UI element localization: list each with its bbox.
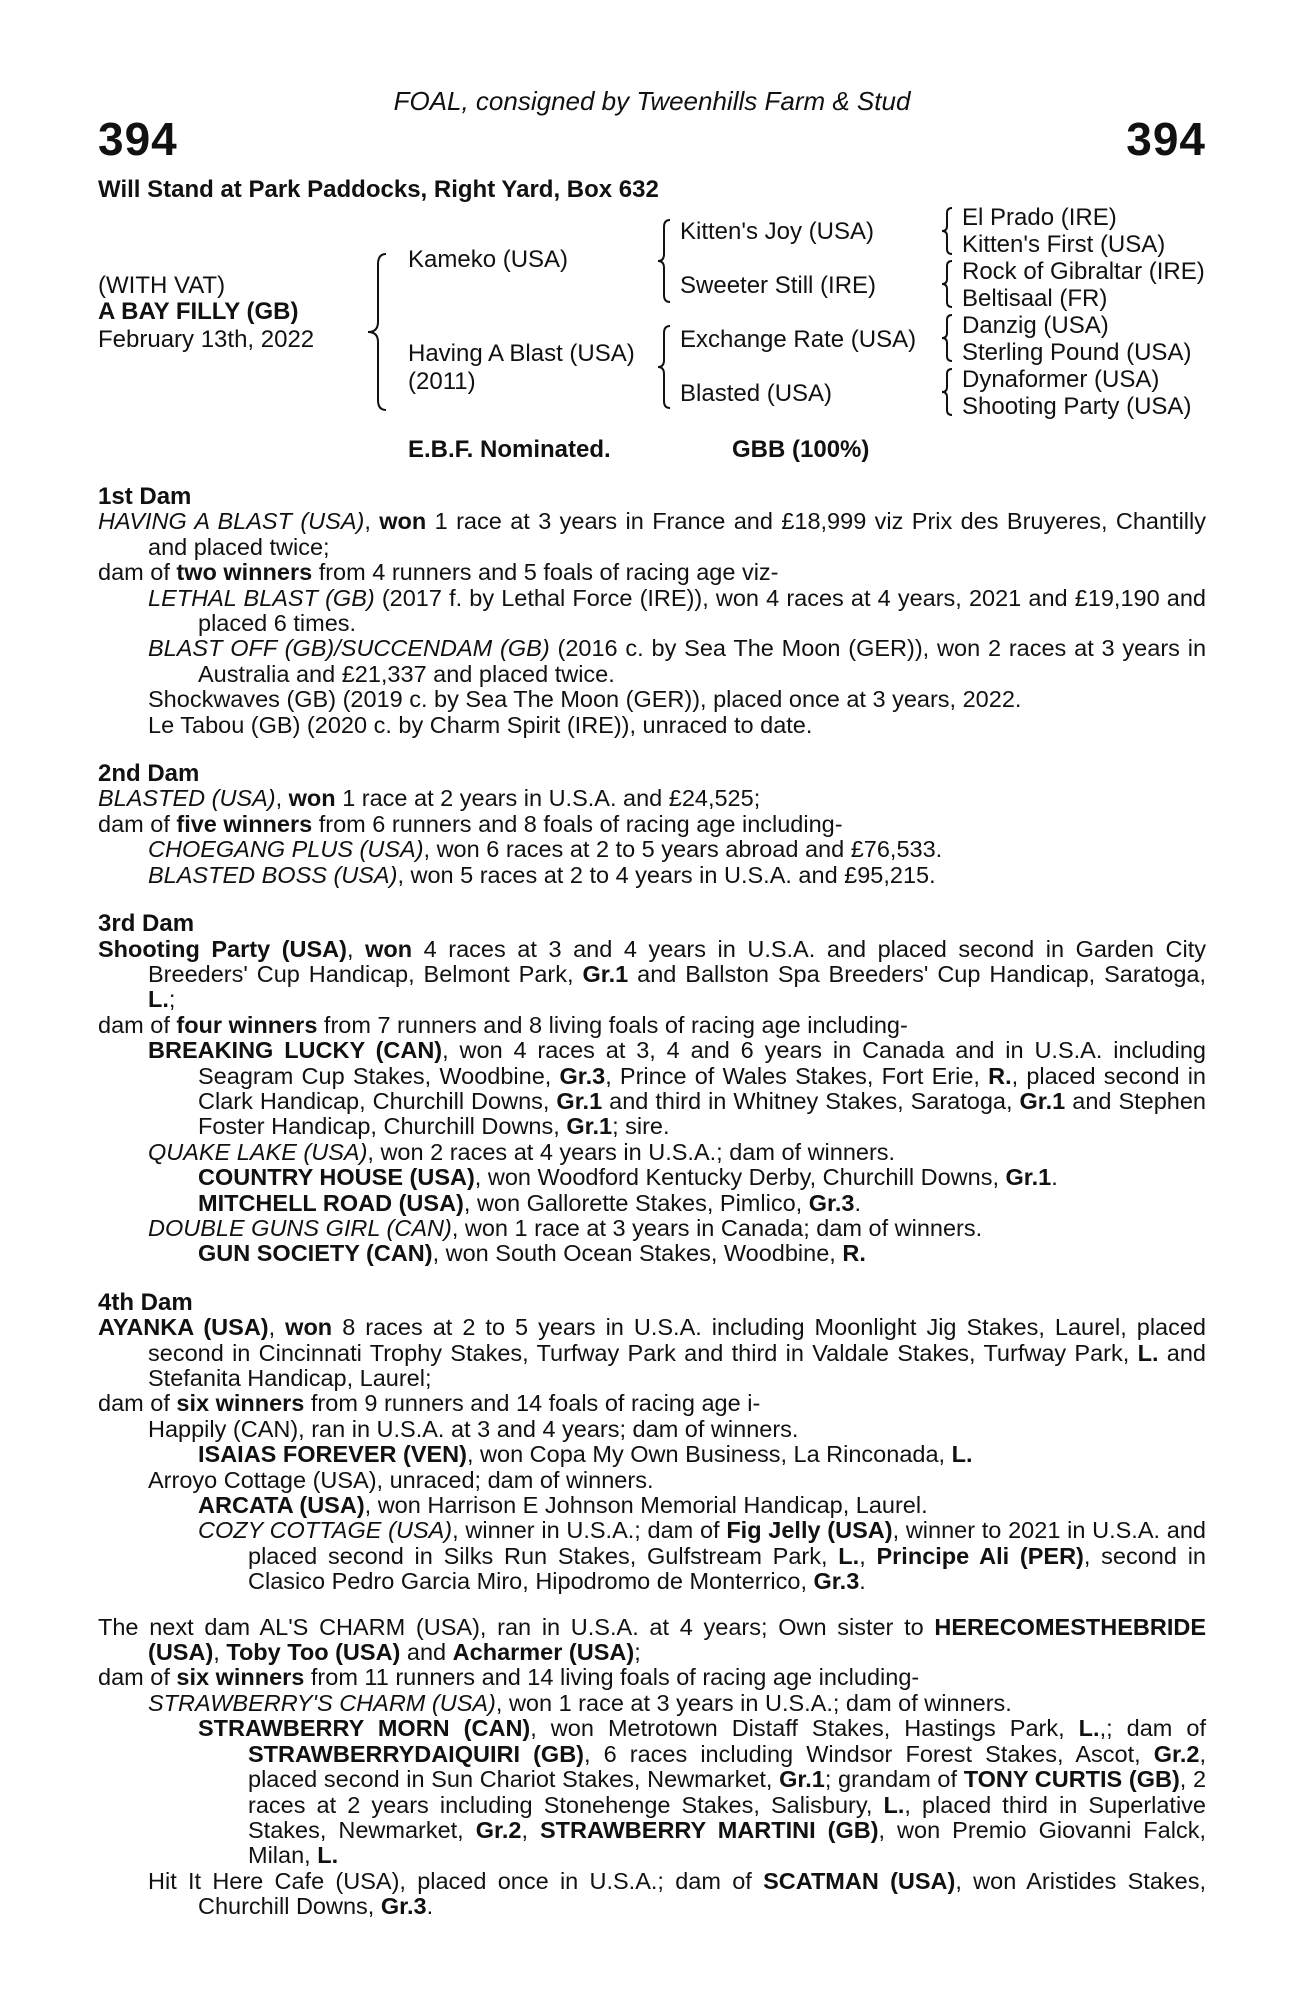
grandfoal-isaias-forever: ISAIAS FOREVER (VEN), won Copa My Own Business, La Rinconada, L. bbox=[198, 1441, 973, 1468]
dam1-foal-2: BLAST OFF (GB)/SUCCENDAM (GB) (2016 c. by Sea The Moon (GER)), won 2 races at 3 years in Australia and £21,337 and placed twice. bbox=[148, 635, 1207, 687]
sire-dam: Sweeter Still (IRE) bbox=[680, 272, 877, 299]
foaling-date: February 13th, 2022 bbox=[98, 326, 315, 353]
grandfoal-mitchell-road: MITCHELL ROAD (USA), won Gallorette Stakes, Pimlico, Gr.3. bbox=[198, 1189, 861, 1216]
horse-name: A BAY FILLY (GB) bbox=[98, 298, 299, 325]
gen3-brace-3 bbox=[940, 313, 954, 363]
lot-number-right: 394 bbox=[1126, 113, 1206, 165]
sire-brace bbox=[656, 218, 672, 304]
dam3-produce-summary: dam of four winners from 7 runners and 8 living foals of racing age including- bbox=[98, 1011, 908, 1038]
dds: Dynaformer (USA) bbox=[962, 366, 1160, 393]
dam1-record: HAVING A BLAST (USA), won 1 race at 3 years in France and £18,999 viz Prix des Bruyeres, Chantilly and placed twice; bbox=[98, 508, 1206, 560]
dam3-heading: 3rd Dam bbox=[98, 910, 195, 938]
dam: Having A Blast (USA) bbox=[408, 340, 635, 367]
next-foal-strawberrys-charm: STRAWBERRY'S CHARM (USA), won 1 race at 3 years in U.S.A.; dam of winners. bbox=[148, 1689, 1012, 1716]
next-dam-record: The next dam AL'S CHARM (USA), ran in U.S.A. at 4 years; Own sister to HERECOMESTHEBRIDE (USA), Toby Too (USA) and Acharmer (USA); bbox=[98, 1613, 1206, 1666]
next-dam-produce-summary: dam of six winners from 11 runners and 14 living foals of racing age including- bbox=[98, 1664, 920, 1691]
dam-dam: Blasted (USA) bbox=[680, 380, 833, 407]
stable-location: Will Stand at Park Paddocks, Right Yard, Box 632 bbox=[98, 176, 659, 203]
grandfoal-arcata: ARCATA (USA), won Harrison E Johnson Memorial Handicap, Laurel. bbox=[198, 1492, 928, 1519]
dam1-produce-summary: dam of two winners from 4 runners and 5 foals of racing age viz- bbox=[98, 559, 779, 586]
dam1-foal-1: LETHAL BLAST (GB) (2017 f. by Lethal Force (IRE)), won 4 races at 4 years, 2021 and £19,190 and placed 6 times. bbox=[148, 584, 1206, 637]
dam2-record: BLASTED (USA), won 1 race at 2 years in U.S.A. and £24,525; bbox=[98, 785, 761, 812]
dam4-foal-happily: Happily (CAN), ran in U.S.A. at 3 and 4 years; dam of winners. bbox=[148, 1415, 799, 1442]
gen3-brace-4 bbox=[940, 367, 954, 417]
dam2-heading: 2nd Dam bbox=[98, 760, 200, 788]
grandfoal-cozy-cottage: COZY COTTAGE (USA), winner in U.S.A.; dam of Fig Jelly (USA), winner to 2021 in U.S.A. and placed second in Silks Run Stakes, Gulfstream Park, L., Principe Ali (PER), second in Clasico Pedro Garcia Miro, Hipodromo de Monterrico, Gr.3. bbox=[198, 1517, 1206, 1595]
dam3-record: Shooting Party (USA), won 4 races at 3 and 4 years in U.S.A. and placed second in Garden City Breeders' Cup Handicap, Belmont Park, Gr.1 and Ballston Spa Breeders' Cup Handicap, Saratoga, L.; bbox=[98, 935, 1207, 1013]
gen3-brace-1 bbox=[940, 206, 954, 256]
sss: El Prado (IRE) bbox=[962, 204, 1117, 231]
gen3-brace-2 bbox=[940, 259, 954, 309]
sdd: Beltisaal (FR) bbox=[962, 285, 1108, 312]
dam1-heading: 1st Dam bbox=[98, 483, 192, 510]
grandfoal-strawberry-morn: STRAWBERRY MORN (CAN), won Metrotown Distaff Stakes, Hastings Park, L.,; dam of STRAWBERRYDAIQUIRI (GB), 6 races including Windsor Forest Stakes, Ascot, Gr.2, placed second in Sun Chariot Stakes, Newmarket, Gr.1; grandam of TONY CURTIS (GB), 2 races at 2 years including Stonehenge Stakes, Salisbury, L., placed third in Superlative Stakes, Newmarket, Gr.2, STRAWBERRY MARTINI (GB), won Premio Giovanni Falck, Milan, L. bbox=[198, 1715, 1207, 1869]
consignment-line: FOAL, consigned by Tweenhills Farm & Stud bbox=[393, 86, 911, 116]
pedigree-brace bbox=[366, 252, 388, 412]
dam1-foal-3: Shockwaves (GB) (2019 c. by Sea The Moon (GER)), placed once at 3 years, 2022. bbox=[148, 686, 1022, 713]
dam3-foal-quake-lake: QUAKE LAKE (USA), won 2 races at 4 years in U.S.A.; dam of winners. bbox=[148, 1138, 896, 1165]
dam4-produce-summary: dam of six winners from 9 runners and 14 foals of racing age i- bbox=[98, 1390, 761, 1417]
grandfoal-country-house: COUNTRY HOUSE (USA), won Woodford Kentucky Derby, Churchill Downs, Gr.1. bbox=[198, 1164, 1058, 1191]
dam4-foal-arroyo-cottage: Arroyo Cottage (USA), unraced; dam of winners. bbox=[148, 1466, 654, 1493]
ssd: Kitten's First (USA) bbox=[962, 231, 1166, 258]
dam2-foal-2: BLASTED BOSS (USA), won 5 races at 2 to 4 years in U.S.A. and £95,215. bbox=[148, 861, 936, 888]
dam-sire: Exchange Rate (USA) bbox=[680, 326, 917, 353]
dam1-foal-4: Le Tabou (GB) (2020 c. by Charm Spirit (IRE)), unraced to date. bbox=[148, 711, 813, 738]
grandfoal-gun-society: GUN SOCIETY (CAN), won South Ocean Stakes, Woodbine, R. bbox=[198, 1240, 866, 1267]
dsd: Sterling Pound (USA) bbox=[962, 339, 1192, 366]
dam4-heading: 4th Dam bbox=[98, 1288, 193, 1316]
gbb-badge: GBB (100%) bbox=[732, 436, 870, 463]
sds: Rock of Gibraltar (IRE) bbox=[962, 258, 1205, 285]
dam4-record: AYANKA (USA), won 8 races at 2 to 5 years in U.S.A. including Moonlight Jig Stakes, Laurel, placed second in Cincinnati Trophy Stakes, Turfway Park and third in Valdale Stakes, Turfway Park, L. and Stefanita Handicap, Laurel; bbox=[98, 1314, 1207, 1391]
sire: Kameko (USA) bbox=[408, 246, 569, 273]
dam-year: (2011) bbox=[408, 368, 476, 395]
vat-note: (WITH VAT) bbox=[98, 272, 226, 299]
dss: Danzig (USA) bbox=[962, 312, 1109, 339]
ebf-badge: E.B.F. Nominated. bbox=[408, 436, 611, 463]
produce-record bbox=[98, 484, 1206, 1920]
sire-sire: Kitten's Joy (USA) bbox=[680, 218, 874, 245]
dam3-foal-breaking-lucky: BREAKING LUCKY (CAN), won 4 races at 3, 4 and 6 years in Canada and in U.S.A. including Seagram Cup Stakes, Woodbine, Gr.3, Prince of Wales Stakes, Fort Erie, R., placed second in Clark Handicap, Churchill Downs, Gr.1 and third in Whitney Stakes, Saratoga, Gr.1 and Stephen Foster Handicap, Churchill Downs, Gr.1; sire. bbox=[148, 1037, 1207, 1140]
dam-brace bbox=[656, 324, 672, 410]
lot-number-left: 394 bbox=[98, 113, 178, 165]
dam2-foal-1: CHOEGANG PLUS (USA), won 6 races at 2 to 5 years abroad and £76,533. bbox=[148, 836, 943, 863]
dam3-foal-double-guns-girl: DOUBLE GUNS GIRL (CAN), won 1 race at 3 years in Canada; dam of winners. bbox=[148, 1214, 983, 1241]
next-foal-hit-it-here-cafe: Hit It Here Cafe (USA), placed once in U.S.A.; dam of SCATMAN (USA), won Aristides Stakes, Churchill Downs, Gr.3. bbox=[148, 1867, 1206, 1920]
dam2-produce-summary: dam of five winners from 6 runners and 8 foals of racing age including- bbox=[98, 810, 843, 837]
ddd: Shooting Party (USA) bbox=[962, 393, 1192, 420]
